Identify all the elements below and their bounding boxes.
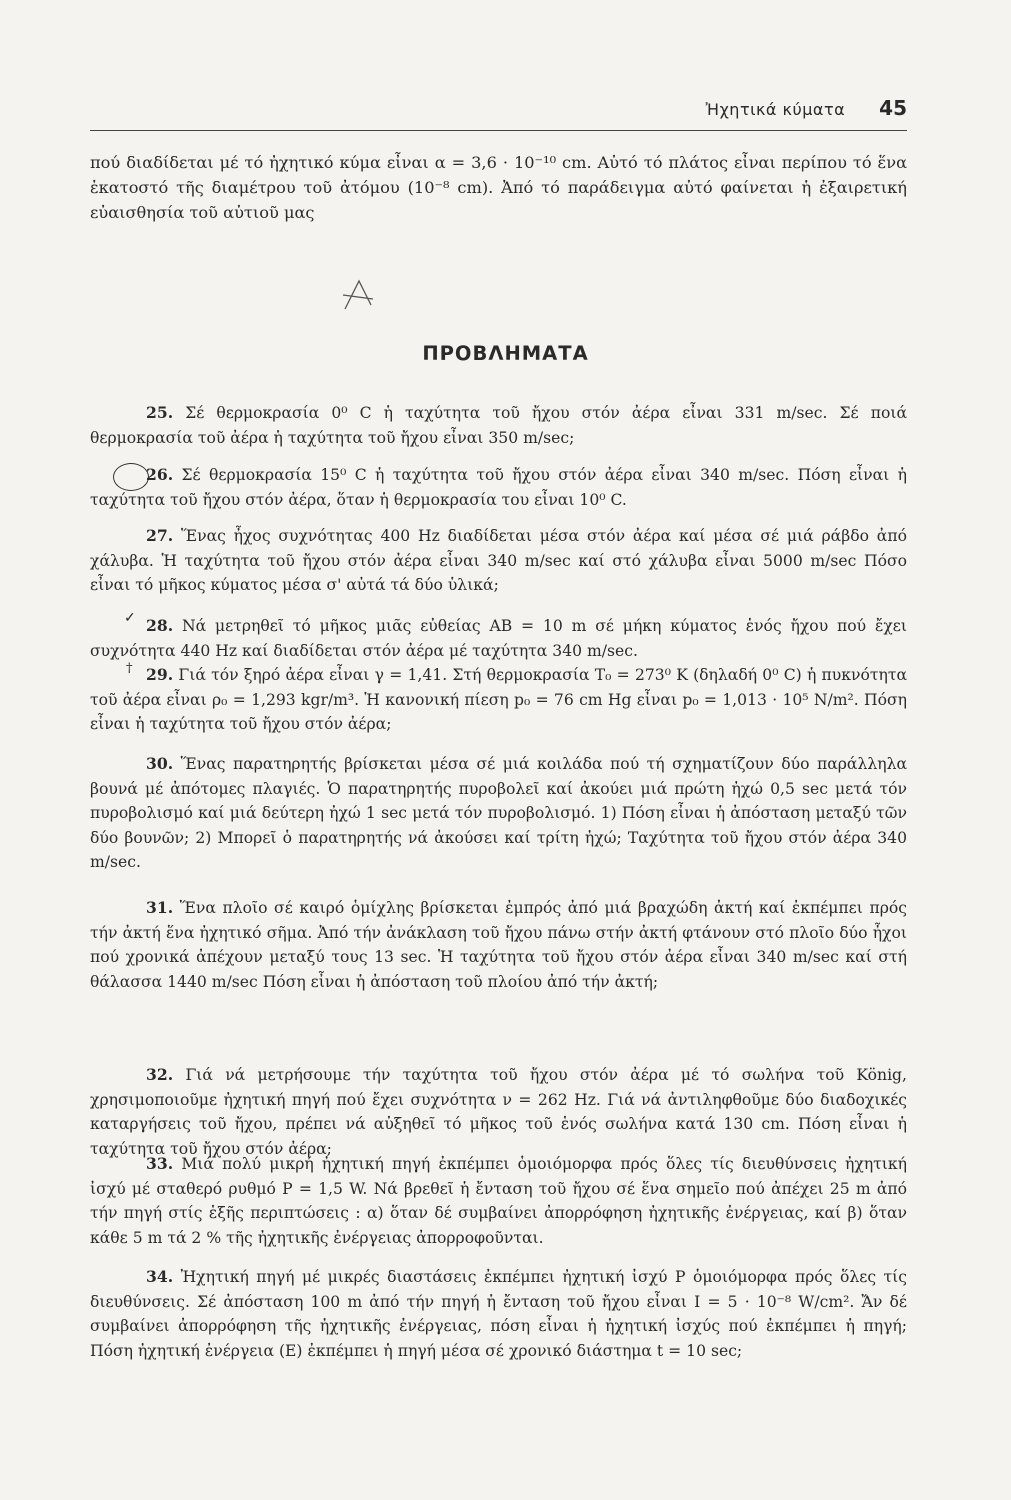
problem-text: Μιά πολύ μικρή ἠχητική πηγή ἐκπέμπει ὁμοιόμορφα πρός ὅλες τίς διευθύνσεις ἠχητική ἰσχύ μέ σταθερό ρυθμό P = 1,5 W. Νά βρεθεῖ ἡ ἔνταση τοῦ ἤχου σέ ἕνα σημεῖο πού ἀπέχει 25 m ἀπό τήν πηγή στίς ἑξῆς περιπτώσεις : α) ὅταν δέ συμβαίνει ἀπορρόφηση ἠχητικῆς ἐνέργειας, καί β) ὅταν κάθε 5 m τά 2 % τῆς ἠχητικῆς ἐνέργειας ἀπορροφοῦνται. [90, 1155, 907, 1247]
dagger-mark-icon: † [126, 661, 133, 676]
problem-29 [90, 663, 907, 737]
problems-heading: ΠΡΟΒΛΗΜΑΤΑ [422, 342, 589, 365]
problem-text: Σέ θερμοκρασία 15⁰ C ἡ ταχύτητα τοῦ ἤχου στόν ἀέρα εἶναι 340 m/sec. Πόση εἶναι ἡ ταχύτητα τοῦ ἤχου στόν ἀέρα, ὅταν ἡ θερμοκρασία του εἶναι 10⁰ C. [90, 466, 907, 509]
problem-text: Νά μετρηθεῖ τό μῆκος μιᾶς εὐθείας AB = 10 m σέ μήκη κύματος ἑνός ἤχου πού ἔχει συχνότητα 440 Hz καί διαδίδεται στόν ἀέρα μέ ταχύτητα 340 m/sec. [90, 617, 907, 660]
problem-number: 33. [146, 1154, 174, 1173]
problem-32 [90, 1063, 907, 1161]
problem-30 [90, 752, 907, 875]
problem-number: 32. [146, 1065, 174, 1084]
problem-text: Γιά νά μετρήσουμε τήν ταχύτητα τοῦ ἤχου στόν ἀέρα μέ τό σωλήνα τοῦ König, χρησιμοποιοῦμε ἠχητική πηγή πού ἔχει συχνότητα ν = 262 Hz. Γιά νά ἀντιληφθοῦμε δύο διαδοχικές καταργήσεις τοῦ ἤχου, πρέπει νά αὐξηθεῖ τό μῆκος τοῦ ἑνός σωλήνα κατά 130 cm. Πόση εἶναι ἡ ταχύτητα τοῦ ἤχου στόν ἀέρα; [90, 1066, 907, 1158]
problem-text: Γιά τόν ξηρό ἀέρα εἶναι γ = 1,41. Στή θερμοκρασία T₀ = 273⁰ K (δηλαδή 0⁰ C) ἡ πυκνότητα τοῦ ἀέρα εἶναι ρ₀ = 1,293 kgr/m³. Ἡ κανονική πίεση p₀ = 76 cm Hg εἶναι p₀ = 1,013 · 10⁵ N/m². Πόση εἶναι ἡ ταχύτητα τοῦ ἤχου στόν ἀέρα; [90, 666, 907, 733]
problem-33 [90, 1152, 907, 1250]
problem-25 [90, 401, 907, 450]
problem-31 [90, 896, 907, 994]
problem-28 [90, 614, 907, 663]
problem-text: Ἕνα πλοῖο σέ καιρό ὁμίχλης βρίσκεται ἐμπρός ἀπό μιά βραχώδη ἀκτή καί ἐκπέμπει πρός τήν ἀκτή ἕνα ἠχητικό σῆμα. Ἀπό τήν ἀνάκλαση τοῦ ἤχου πάνω στήν ἀκτή φτάνουν στό πλοῖο δύο ἦχοι πού χρονικά ἀπέχουν μεταξύ τους 13 sec. Ἡ ταχύτητα τοῦ ἤχου στόν ἀέρα εἶναι 340 m/sec καί στή θάλασσα 1440 m/sec Πόση εἶναι ἡ ἀπόσταση τοῦ πλοίου ἀπό τήν ἀκτή; [90, 899, 907, 991]
running-title: Ἠχητικά κύματα [705, 100, 846, 119]
problem-text: Ἠχητική πηγή μέ μικρές διαστάσεις ἐκπέμπει ἠχητική ἰσχύ P ὁμοιόμορφα πρός ὅλες τίς διευθύνσεις. Σέ ἀπόσταση 100 m ἀπό τήν πηγή ἡ ἔνταση τοῦ ἤχου εἶναι I = 5 · 10⁻⁸ W/cm². Ἄν δέ συμβαίνει ἀπορρόφηση τῆς ἠχητικῆς ἐνέργειας, πόση εἶναι ἡ ἠχητική ἰσχύς πού ἐκπέμπει ἡ πηγή; Πόση ἠχητική ἐνέργεια (E) ἐκπέμπει ἡ πηγή μέσα σέ χρονικό διάστημα t = 10 sec; [90, 1268, 907, 1360]
problem-number: 34. [146, 1267, 174, 1286]
problem-26 [90, 463, 907, 512]
check-mark-icon: ✓ [124, 610, 136, 626]
page-number: 45 [879, 96, 907, 120]
problem-number: 29. [146, 665, 174, 684]
problem-27 [90, 524, 907, 598]
problem-number: 25. [146, 403, 174, 422]
problem-text: Σέ θερμοκρασία 0⁰ C ἡ ταχύτητα τοῦ ἤχου στόν ἀέρα εἶναι 331 m/sec. Σέ ποιά θερμοκρασία τοῦ ἀέρα ἡ ταχύτητα τοῦ ἤχου εἶναι 350 m/sec; [90, 404, 907, 447]
pencil-mark-icon [337, 275, 379, 317]
problem-number: 30. [146, 754, 174, 773]
running-header [90, 96, 907, 131]
problem-number: 28. [146, 616, 174, 635]
problem-text: Ἕνας ἦχος συχνότητας 400 Hz διαδίδεται μέσα στόν ἀέρα καί μέσα σέ μιά ράβδο ἀπό χάλυβα. Ἡ ταχύτητα τοῦ ἤχου στόν ἀέρα εἶναι 340 m/sec καί στό χάλυβα εἶναι 5000 m/sec Πόσο εἶναι τό μῆκος κύματος μέσα σ' αὐτά τά δύο ὑλικά; [90, 527, 907, 594]
problem-number: 27. [146, 526, 174, 545]
problem-number: 31. [146, 898, 174, 917]
problem-34 [90, 1265, 907, 1363]
problem-text: Ἕνας παρατηρητής βρίσκεται μέσα σέ μιά κοιλάδα πού τή σχηματίζουν δύο παράλληλα βουνά μέ ἀπότομες πλαγιές. Ὁ παρατηρητής πυροβολεῖ καί ἀκούει μιά πρώτη ἠχώ 0,5 sec μετά τόν πυροβολισμό καί μιά δεύτερη ἠχώ 1 sec μετά τόν πυροβολισμό. 1) Πόση εἶναι ἡ ἀπόσταση μεταξύ τῶν δύο βουνῶν; 2) Μπορεῖ ὁ παρατηρητής νά ἀκούσει καί τρίτη ἠχώ; Ταχύτητα τοῦ ἤχου στόν ἀέρα 340 m/sec. [90, 755, 907, 871]
intro-paragraph: πού διαδίδεται μέ τό ἠχητικό κύμα εἶναι α = 3,6 · 10⁻¹⁰ cm. Αὐτό τό πλάτος εἶναι περίπου τό ἕνα ἑκατοστό τῆς διαμέτρου τοῦ ἀτόμου (10⁻⁸ cm). Ἀπό τό παράδειγμα αὐτό φαίνεται ἡ ἐξαιρετική εὐαισθησία τοῦ αὐτιοῦ μας [90, 153, 907, 222]
problem-number: 26. [146, 465, 174, 484]
